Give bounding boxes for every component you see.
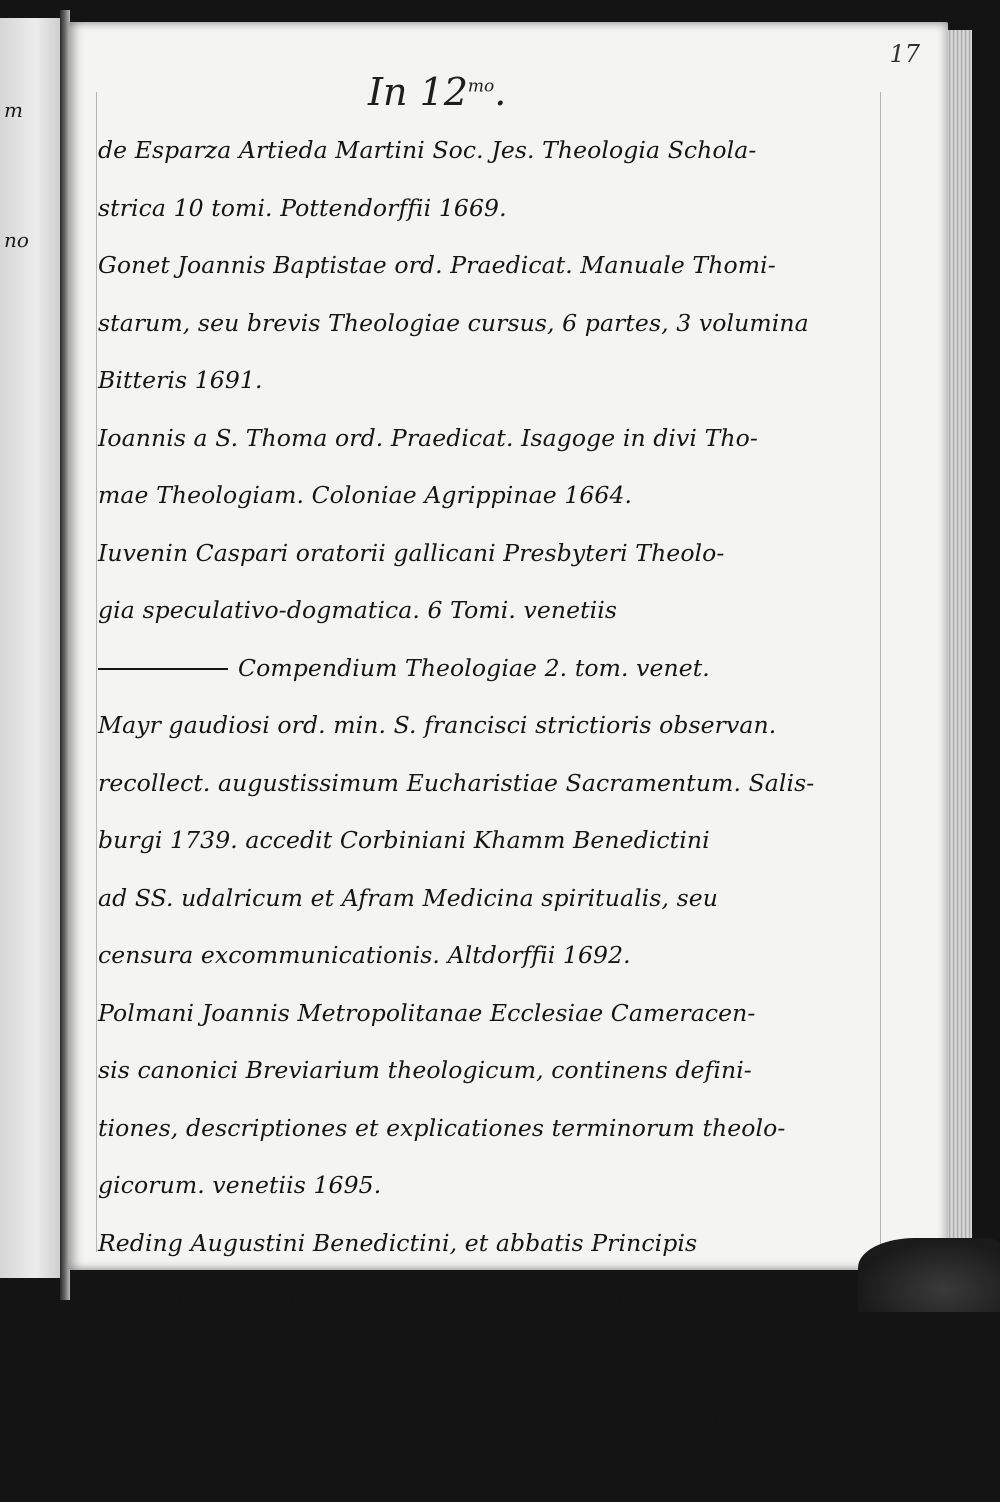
text-line: recollect. augustissimum Eucharistiae Sacramentum. Salis- (98, 755, 918, 813)
text-line: strica 10 tomi. Pottendorffii 1669. (98, 180, 918, 238)
text-line: Bitteris 1691. (98, 352, 918, 410)
text-line: Schnel Anselmi Benedictini Weingartensis Theologia (98, 1387, 918, 1445)
text-line: Einsidlensis compendium theologicum. Typis Monaste- (98, 1272, 918, 1330)
facing-page-text: no (4, 228, 29, 252)
text-line: ad SS. udalricum et Afram Medicina spiritualis, seu (98, 870, 918, 928)
ditto-dash (98, 668, 228, 670)
text-line: burgi 1739. accedit Corbiniani Khamm Benedictini (98, 812, 918, 870)
catalogue-text (98, 122, 918, 1502)
left-margin-rule (96, 92, 97, 1252)
page-edges (946, 30, 972, 1262)
facing-page-text: m (4, 98, 23, 122)
text-line: gicorum. venetiis 1695. (98, 1157, 918, 1215)
text-line: Reding Augustini Benedictini, et abbatis Principis (98, 1215, 918, 1273)
text-line: Scholastico-thomistica. 10 partes, 4. volumina. Altorffii (98, 1445, 918, 1502)
text-line: rii Einsidlensis 1666. (98, 1330, 918, 1388)
text-line: gia speculativo-dogmatica. 6 Tomi. venetiis (98, 582, 918, 640)
manuscript-page (68, 22, 948, 1270)
reader-thumb (858, 1238, 1000, 1312)
text-line: de Esparza Artieda Martini Soc. Jes. Theologia Schola- (98, 122, 918, 180)
text-line: censura excommunicationis. Altdorffii 1692. (98, 927, 918, 985)
text-line: tiones, descriptiones et explicationes terminorum theolo- (98, 1100, 918, 1158)
text-line: mae Theologiam. Coloniae Agrippinae 1664. (98, 467, 918, 525)
text-line: Iuvenin Caspari oratorii gallicani Presbyteri Theolo- (98, 525, 918, 583)
text-line: Mayr gaudiosi ord. min. S. francisci strictioris observan. (98, 697, 918, 755)
heading-text: In 12 (368, 70, 468, 114)
facing-page-fragment (0, 18, 62, 1278)
section-heading: In $12^{mo}$. (368, 70, 506, 114)
text-line: Compendium Theologiae 2. tom. venet. (238, 654, 710, 682)
text-line: starum, seu brevis Theologiae cursus, 6 partes, 3 volumina (98, 295, 918, 353)
text-line: Ioannis a S. Thoma ord. Praedicat. Isagoge in divi Tho- (98, 410, 918, 468)
text-line: Polmani Joannis Metropolitanae Ecclesiae Cameracen- (98, 985, 918, 1043)
folio-number: 17 (889, 40, 920, 68)
text-line: sis canonici Breviarium theologicum, continens defini- (98, 1042, 918, 1100)
ditto-line (98, 640, 918, 698)
heading-superscript: mo (468, 76, 494, 96)
text-line: Gonet Joannis Baptistae ord. Praedicat. Manuale Thomi- (98, 237, 918, 295)
